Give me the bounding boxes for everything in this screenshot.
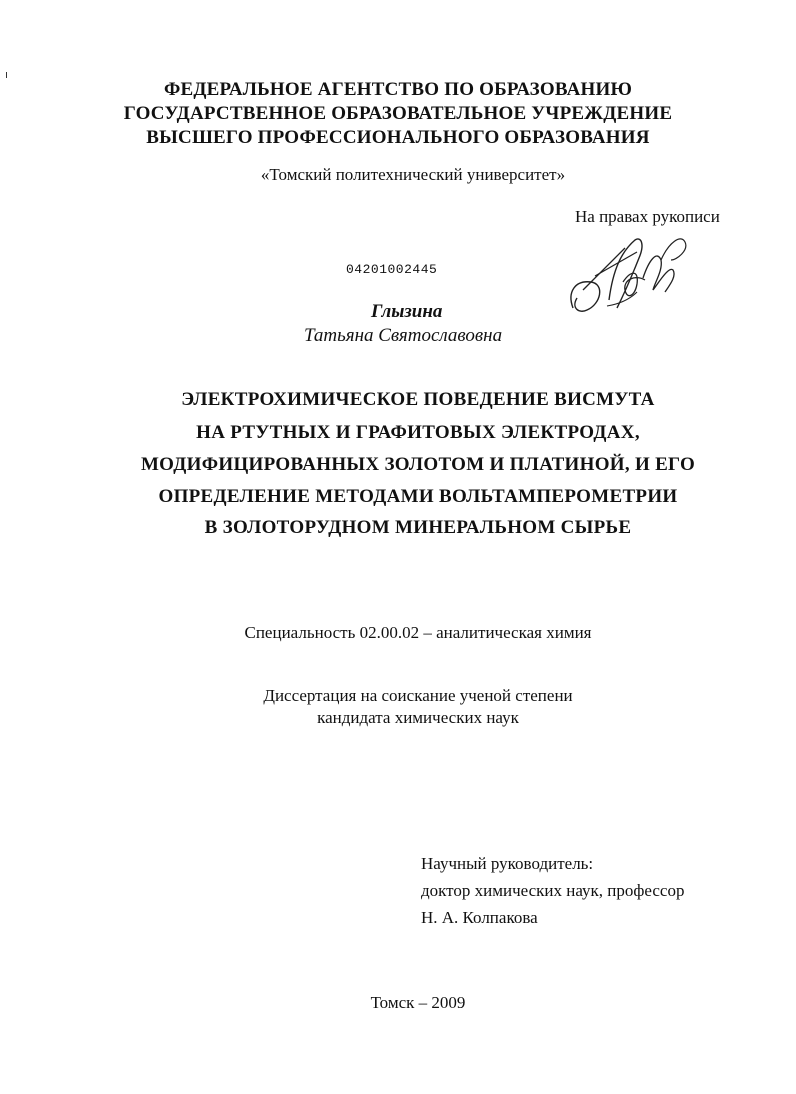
specialty: Специальность 02.00.02 – аналитическая химия: [244, 623, 592, 642]
place-year: Томск – 2009: [370, 993, 466, 1012]
supervisor-label: Научный руководитель:: [421, 854, 594, 873]
degree-line-1: Диссертация на соискание ученой степени: [263, 686, 573, 705]
title-line-1: ЭЛЕКТРОХИМИЧЕСКОЕ ПОВЕДЕНИЕ ВИСМУТА: [181, 389, 655, 410]
title-line-2: НА РТУТНЫХ И ГРАФИТОВЫХ ЭЛЕКТРОДАХ,: [196, 422, 640, 443]
registration-number: 04201002445: [346, 262, 438, 277]
supervisor-title: доктор химических наук, профессор: [421, 881, 685, 900]
handwritten-signature: [565, 230, 695, 325]
header-education-level: ВЫСШЕГО ПРОФЕССИОНАЛЬНОГО ОБРАЗОВАНИЯ: [146, 127, 650, 148]
header-agency: ФЕДЕРАЛЬНОЕ АГЕНТСТВО ПО ОБРАЗОВАНИЮ: [163, 79, 633, 100]
header-institution-type: ГОСУДАРСТВЕННОЕ ОБРАЗОВАТЕЛЬНОЕ УЧРЕЖДЕНИЕ: [123, 103, 673, 124]
title-line-3: МОДИФИЦИРОВАННЫХ ЗОЛОТОМ И ПЛАТИНОЙ, И ЕГО: [140, 454, 696, 475]
degree-line-2: кандидата химических наук: [317, 708, 519, 727]
author-given-names: Татьяна Святославовна: [304, 325, 503, 346]
supervisor-name: Н. А. Колпакова: [421, 908, 538, 927]
author-surname: Глызина: [371, 301, 443, 322]
manuscript-note: На правах рукописи: [575, 207, 720, 226]
title-line-5: В ЗОЛОТОРУДНОМ МИНЕРАЛЬНОМ СЫРЬЕ: [204, 517, 632, 538]
university-name: «Томский политехнический университет»: [260, 165, 566, 184]
title-line-4: ОПРЕДЕЛЕНИЕ МЕТОДАМИ ВОЛЬТАМПЕРОМЕТРИИ: [158, 486, 678, 507]
